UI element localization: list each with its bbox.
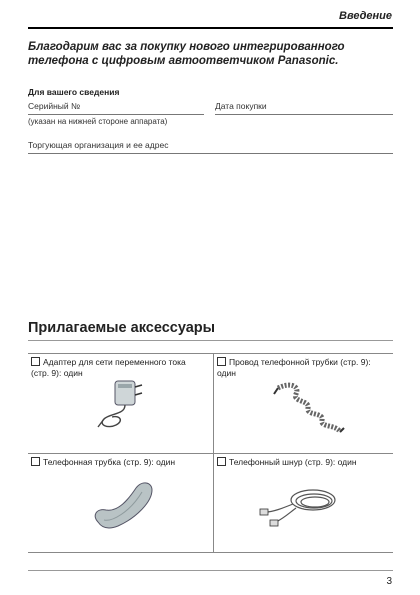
grid-line-center — [213, 353, 214, 552]
grid-line-middle — [28, 453, 393, 454]
accessories-title: Прилагаемые аксессуары — [28, 320, 216, 336]
grid-line-bottom — [28, 552, 393, 553]
coiled-cord-image — [270, 382, 345, 437]
item-label: Телефонный шнур (стр. 9): один — [229, 457, 357, 467]
item-label-cont: один — [217, 368, 236, 378]
accessories-rule — [28, 340, 393, 341]
purchase-date-field[interactable] — [215, 114, 393, 115]
dealer-label: Торгующая организация и ее адрес — [28, 140, 169, 150]
checkbox-icon — [217, 357, 226, 366]
handset-image — [88, 478, 158, 533]
thank-you-text — [28, 40, 393, 68]
item-label-cont: (стр. 9): один — [31, 368, 83, 378]
ac-adaptor-image — [90, 375, 150, 435]
footer-rule — [28, 570, 393, 571]
page-number: 3 — [386, 576, 392, 587]
checkbox-icon — [31, 357, 40, 366]
checkbox-icon — [217, 457, 226, 466]
section-label: Введение — [339, 10, 392, 22]
item-label: Телефонная трубка (стр. 9): один — [43, 457, 176, 467]
thank-you-line-1: Благодарим вас за покупку нового интегрированного — [28, 41, 345, 53]
serial-field[interactable] — [28, 114, 204, 115]
info-title: Для вашего сведения — [28, 87, 120, 97]
line-cord-image — [258, 478, 348, 528]
serial-note: (указан на нижней стороне аппарата) — [28, 117, 168, 126]
accessory-item-handset-cord — [217, 357, 393, 379]
serial-label: Серийный № — [28, 101, 81, 111]
header-rule — [28, 27, 393, 29]
accessory-item-line-cord — [217, 457, 393, 468]
item-label: Провод телефонной трубки (стр. 9): — [229, 357, 371, 367]
item-label: Адаптер для сети переменного тока — [43, 357, 186, 367]
purchase-date-label: Дата покупки — [215, 101, 267, 111]
checkbox-icon — [31, 457, 40, 466]
thank-you-line-2: телефона с цифровым автоответчиком Panasonic. — [28, 55, 339, 67]
accessory-item-handset — [31, 457, 209, 468]
grid-line-top — [28, 353, 393, 354]
dealer-field[interactable] — [28, 153, 393, 154]
